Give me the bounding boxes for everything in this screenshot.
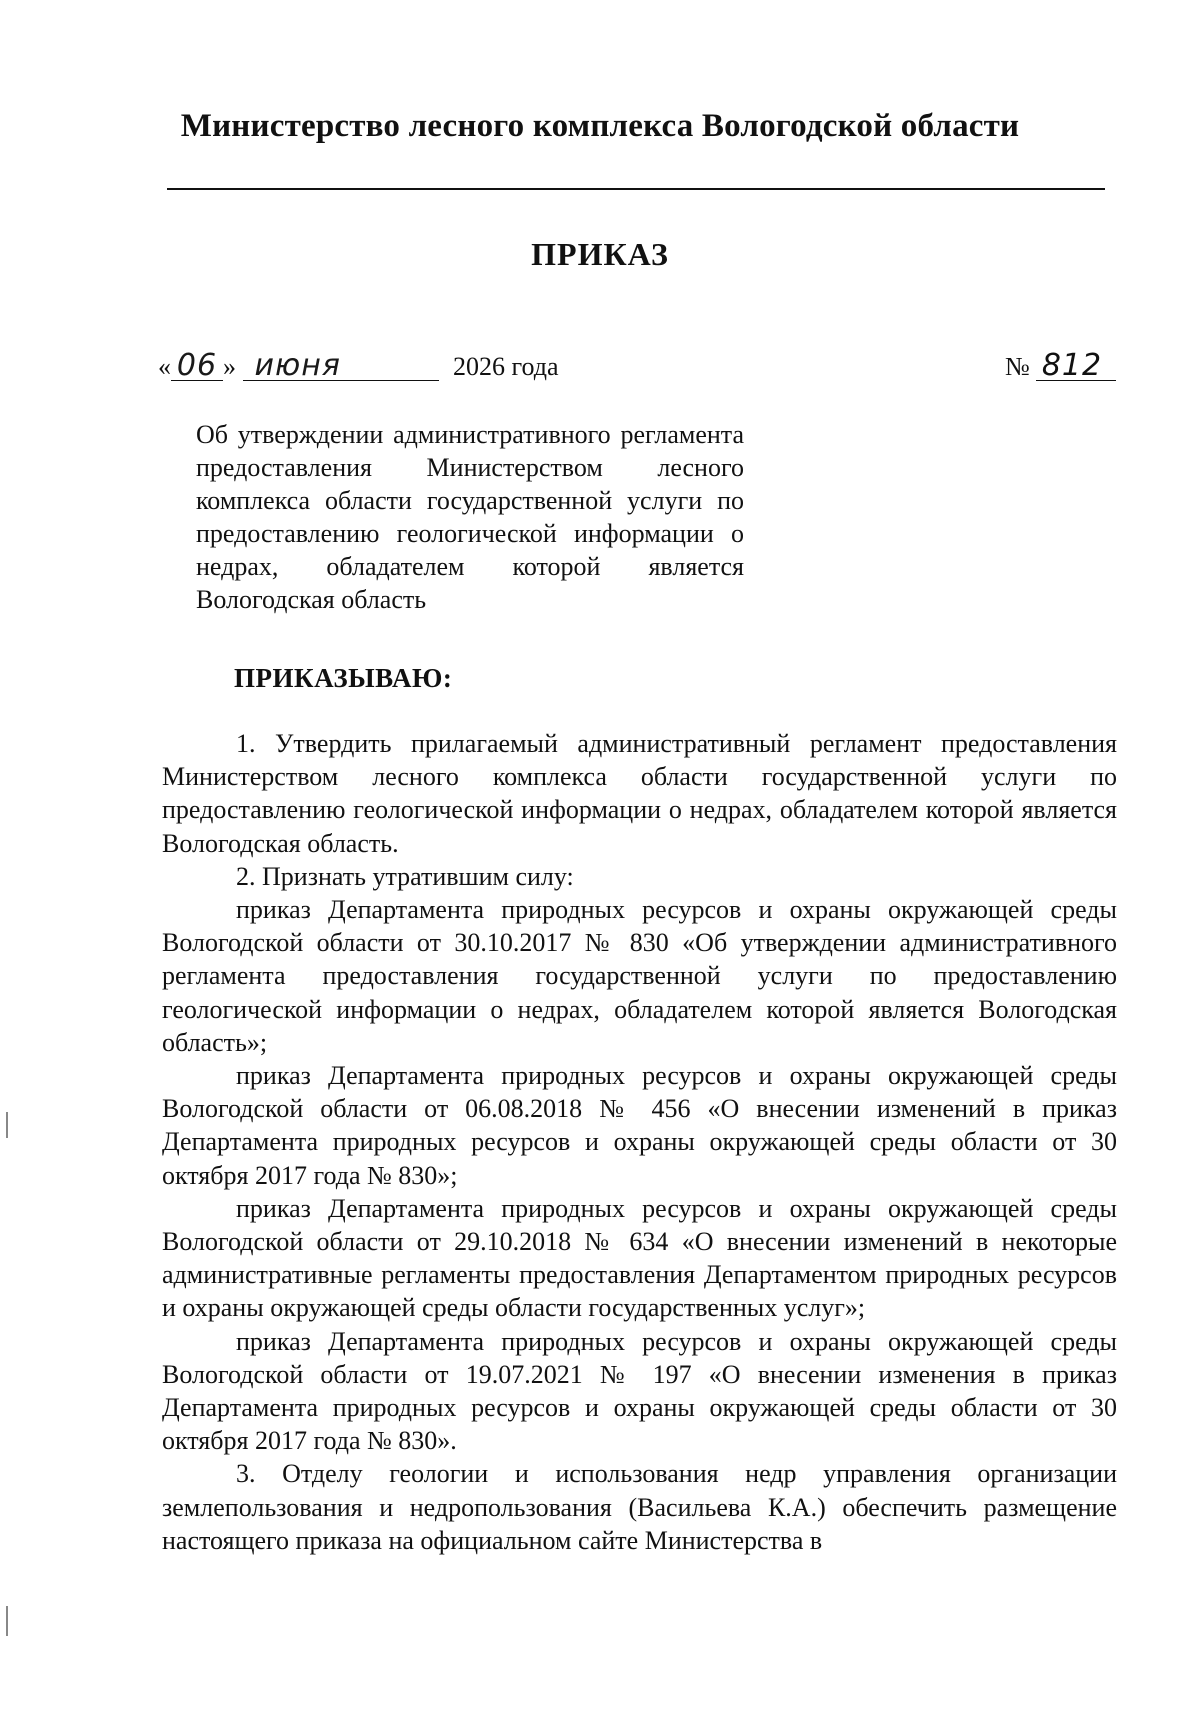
header-divider [167,188,1105,190]
number-sign: № [1005,352,1030,381]
paragraph-2: 2. Признать утратившим силу: [236,861,574,891]
repealed-order-4: приказ Департамента природных ресурсов и охраны окружающей среды Вологодской области от 19.07.2021 № 197 «О внесении изменения в приказ Департамента природных ресурсов и охраны окружающей среды области от 30 октября 2017 года № 830». [162,1326,1117,1456]
scan-edge-mark [6,1606,8,1636]
order-title: ПРИКАЗ [531,236,669,272]
date-year: 2026 года [453,352,559,381]
order-date [158,348,559,383]
ministry-title: Министерство лесного комплекса Вологодской области [180,108,1020,144]
date-quote-close: » [223,352,236,381]
date-day: 06 [171,352,223,381]
paragraph-3: 3. Отделу геологии и использования недр управления организации землепользования и недропользования (Васильева К.А.) обеспечить размещение настоящего приказа на официальном сайте Министерства в [162,1459,1117,1555]
order-subject: Об утверждении административного регламента предоставления Министерством лесного комплекса области государственной услуги по предоставлению геологической информации о недрах, обладателем которой является Вологодская область [196,420,744,614]
repealed-order-2: приказ Департамента природных ресурсов и охраны окружающей среды Вологодской области от 06.08.2018 № 456 «О внесении изменений в приказ Департамента природных ресурсов и охраны окружающей среды области от 30 октября 2017 года № 830»; [162,1061,1117,1190]
order-body [162,727,1117,1557]
paragraph-1: 1. Утвердить прилагаемый административный регламент предоставления Министерством лесного комплекса области государственной услуги по предоставлению геологической информации о недрах, обладателем которой является Вологодская область. [162,729,1117,858]
date-quote-open: « [158,352,171,381]
order-number [1005,348,1116,383]
repealed-order-3: приказ Департамента природных ресурсов и охраны окружающей среды Вологодской области от 29.10.2018 № 634 «О внесении изменений в некоторые административные регламенты предоставления Департаментом природных ресурсов и охраны окружающей среды области государственных услуг»; [162,1193,1117,1323]
date-month: июня [243,352,439,381]
scan-edge-mark [6,1112,8,1138]
number-value: 812 [1036,352,1116,381]
order-directive: ПРИКАЗЫВАЮ: [234,663,453,693]
repealed-order-1: приказ Департамента природных ресурсов и охраны окружающей среды Вологодской области от 30.10.2017 № 830 «Об утверждении административного регламента предоставления государственной услуги по предоставлению геологической информации о недрах, обладателем которой является Вологодская область»; [162,895,1117,1057]
